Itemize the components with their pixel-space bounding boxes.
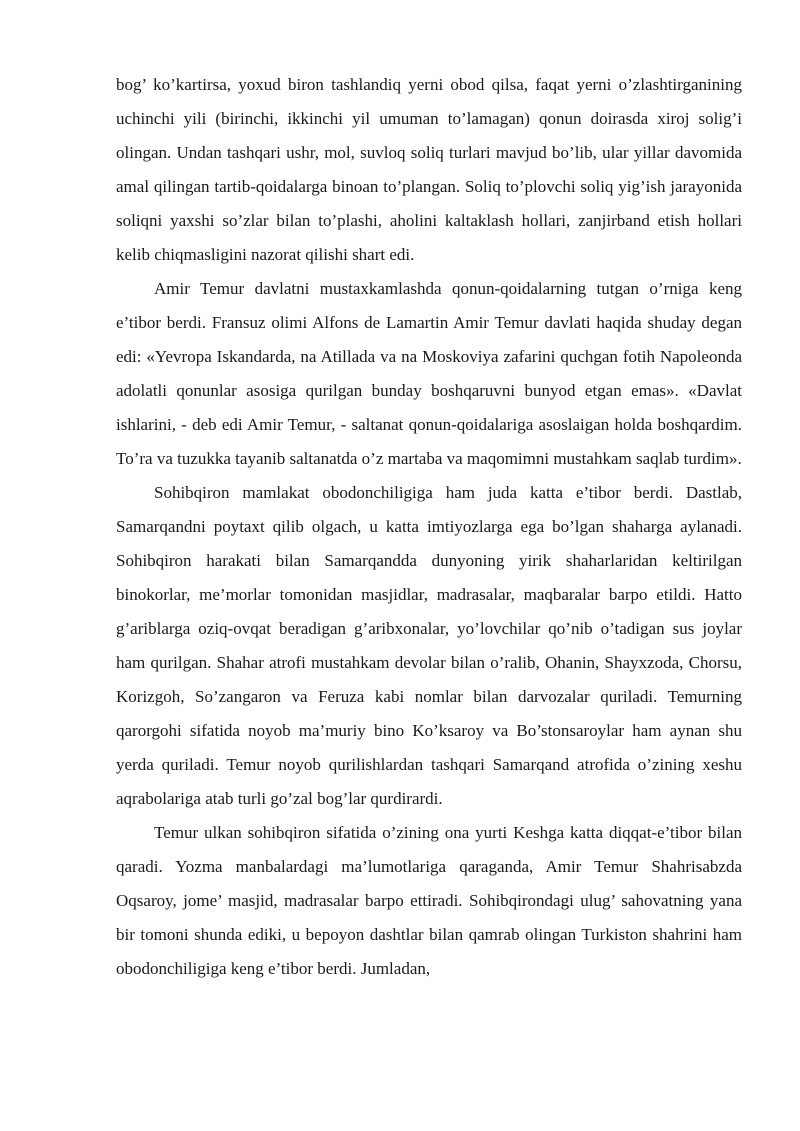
document-page <box>116 68 742 986</box>
paragraph-kesh-and-turkistan: Temur ulkan sohibqiron sifatida o’zining ona yurti Keshga katta diqqat-e’tibor bilan qaradi. Yozma manbalardagi ma’lumotlariga qaraganda, Amir Temur Shahrisabzda Oqsaroy, jome’ masjid, madrasalar barpo ettiradi. Sohibqirondagi ulug’ sahovatning yana bir tomoni shunda ediki, u bepoyon dashtlar bilan qamrab olingan Turkiston shahrini ham obodonchiligiga keng e’tibor berdi. Jumladan, <box>116 823 742 978</box>
paragraph-tax-collection: bog’ ko’kartirsa, yoxud biron tashlandiq yerni obod qilsa, faqat yerni o’zlashtirganining uchinchi yili (birinchi, ikkinchi yil umuman to’lamagan) qonun doirasda xiroj solig’i olingan. Undan tashqari ushr, mol, suvloq soliq turlari mavjud bo’lib, ular yillar davomida amal qilingan tartib-qoidalarga binoan to’plangan. Soliq to’plovchi soliq yig’ish jarayonida soliqni yaxshi so’zlar bilan to’plashi, aholini kaltaklash hollari, zanjirband etish hollari kelib chiqmasligini nazorat qilishi shart edi. <box>116 75 742 264</box>
paragraph-laws-and-order: Amir Temur davlatni mustaxkamlashda qonun-qoidalarning tutgan o’rniga keng e’tibor berdi. Fransuz olimi Alfons de Lamartin Amir Temur davlati haqida shuday degan edi: «Yevropa Iskandarda, na Atillada va na Moskoviya zafarini quchgan fotih Napoleonda adolatli qonunlar asosiga qurilgan bunday boshqaruvni bunyod etgan emas». «Davlat ishlarini, - deb edi Amir Temur, - saltanat qonun-qoidalariga asoslaigan holda boshqardim. To’ra va tuzukka tayanib saltanatda o’z martaba va maqomimni mustahkam saqlab turdim». <box>116 279 742 468</box>
paragraph-samarkand-construction: Sohibqiron mamlakat obodonchiligiga ham juda katta e’tibor berdi. Dastlab, Samarqandni poytaxt qilib olgach, u katta imtiyozlarga ega bo’lgan shaharga aylanadi. Sohibqiron harakati bilan Samarqandda dunyoning yirik shaharlaridan keltirilgan binokorlar, me’morlar tomonidan masjidlar, madrasalar, maqbaralar barpo etildi. Hatto g’ariblarga oziq-ovqat beradigan g’aribxonalar, yo’lovchilar qo’nib o’tadigan sus joylar ham qurilgan. Shahar atrofi mustahkam devolar bilan o’ralib, Ohanin, Shayxzoda, Chorsu, Korizgoh, So’zangaron va Feruza kabi nomlar bilan darvozalar quriladi. Temurning qarorgohi sifatida noyob ma’muriy bino Ko’ksaroy va Bo’stonsaroylar ham aynan shu yerda quriladi. Temur noyob qurilishlardan tashqari Samarqand atrofida o’zining xeshu aqrabolariga atab turli go’zal bog’lar qurdirardi. <box>116 483 742 808</box>
